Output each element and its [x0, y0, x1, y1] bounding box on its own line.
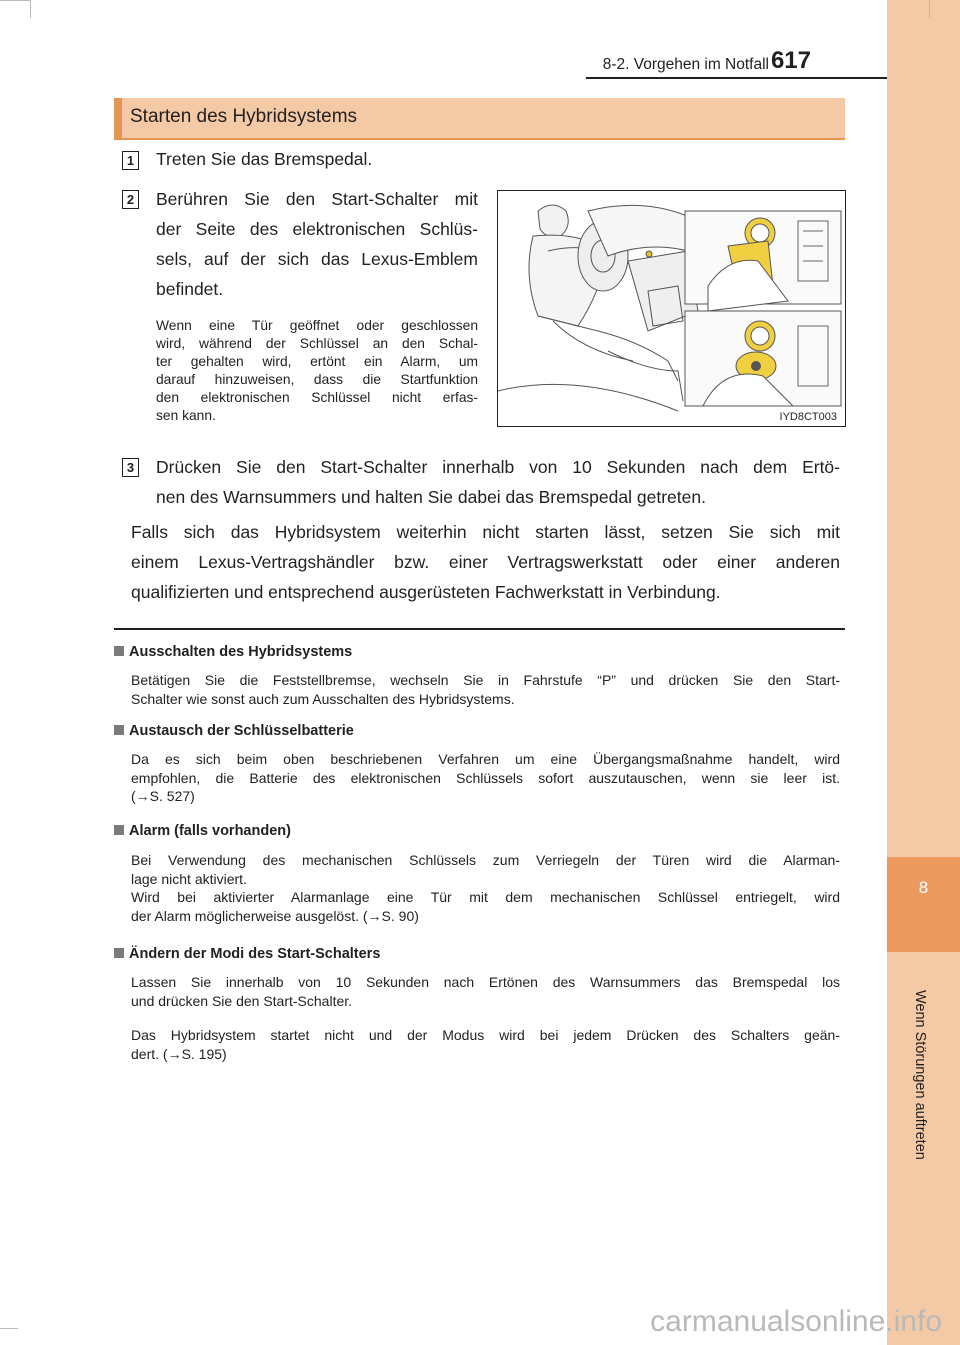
- step-text: Drücken Sie den Start-Schalter innerhalb von 10 Sekunden nach dem Ertö- nen des Warnsummers und halten Sie dabei das Bremspedal getreten.: [156, 457, 840, 507]
- illustration-start-switch: [497, 190, 846, 427]
- note-body: Betätigen Sie die Feststellbremse, wechseln Sie in Fahrstufe “P” und drücken Sie den Start- Schalter wie sonst auch zum Ausschalten des Hybridsystems.: [131, 672, 840, 707]
- chapter-title: Wenn Störungen auftreten: [912, 990, 928, 1160]
- section-heading-text: Starten des Hybridsystems: [130, 106, 358, 127]
- header-rule: [586, 77, 887, 79]
- figure-label: IYD8CT003: [779, 411, 837, 423]
- crop-mark: [0, 0, 30, 1]
- crop-mark: [929, 0, 930, 18]
- section-title: 8-2. Vorgehen im Notfall: [602, 56, 769, 73]
- fallback-paragraph: Falls sich das Hybridsystem weiterhin nicht starten lässt, setzen Sie sich mit einem Lexus-Vertragshändler bzw. einer Vertragswerkstatt oder einer anderen qualifizierten und entsprechend ausgerüsteten Fachwerkstatt in Verbindung.: [131, 522, 840, 602]
- heading-underline: [114, 138, 845, 140]
- section-divider: [114, 628, 845, 630]
- bullet-square-icon: [114, 825, 124, 835]
- crop-mark: [0, 1328, 18, 1329]
- note-body: Bei Verwendung des mechanischen Schlüssels zum Verriegeln der Türen wird die Alarman- lage nicht aktiviert. Wird bei aktivierter Alarmanlage eine Tür mit dem mechanischen Schlüssel entriegelt, wird der Alarm möglicherweise ausgelöst. (→S. 90): [131, 852, 840, 924]
- note-body: Da es sich beim oben beschriebenen Verfahren um eine Übergangsmaßnahme handelt, wird empfohlen, die Batterie des elektronischen Schlüssels sofort auszutauschen, wenn sie leer ist. (→S. 527): [131, 751, 840, 804]
- bullet-square-icon: [114, 948, 124, 958]
- step-text: Treten Sie das Bremspedal.: [156, 149, 373, 169]
- chapter-number: 8: [918, 878, 929, 897]
- section-heading: [114, 98, 845, 138]
- note-title: Alarm (falls vorhanden): [114, 823, 291, 839]
- step-number: 1: [122, 151, 139, 170]
- note-title: Ändern der Modi des Start-Schalters: [114, 946, 380, 962]
- note-title: Austausch der Schlüsselbatterie: [114, 723, 354, 739]
- step-text: Berühren Sie den Start-Schalter mit der Seite des elektronischen Schlüs- sels, auf der sich das Lexus-Emblem befindet.: [156, 189, 478, 299]
- crop-mark: [30, 0, 31, 18]
- step-number: 3: [122, 458, 139, 477]
- page-number: 617: [770, 47, 811, 74]
- note-body: Lassen Sie innerhalb von 10 Sekunden nach Ertönen des Warnsummers das Bremspedal los und drücken Sie den Start-Schalter.: [131, 974, 840, 1009]
- bullet-square-icon: [114, 725, 124, 735]
- page-header: [0, 44, 887, 84]
- note-body: Das Hybridsystem startet nicht und der Modus wird bei jedem Drücken des Schalters geän- dert. (→S. 195): [131, 1027, 840, 1062]
- driver-illustration: [498, 191, 846, 427]
- chapter-tab-active[interactable]: [887, 857, 960, 952]
- note-title: Ausschalten des Hybridsystems: [114, 644, 352, 660]
- bullet-square-icon: [114, 646, 124, 656]
- watermark[interactable]: carmanualsonline.info: [650, 1305, 942, 1338]
- step-number: 2: [122, 190, 139, 209]
- step-note: Wenn eine Tür geöffnet oder geschlossen wird, während der Schlüssel an den Schal- ter gehalten wird, ertönt ein Alarm, um darauf hinzuweisen, dass die Startfunktion den elektronischen Schlüssel nicht erfas- sen kann.: [156, 318, 478, 423]
